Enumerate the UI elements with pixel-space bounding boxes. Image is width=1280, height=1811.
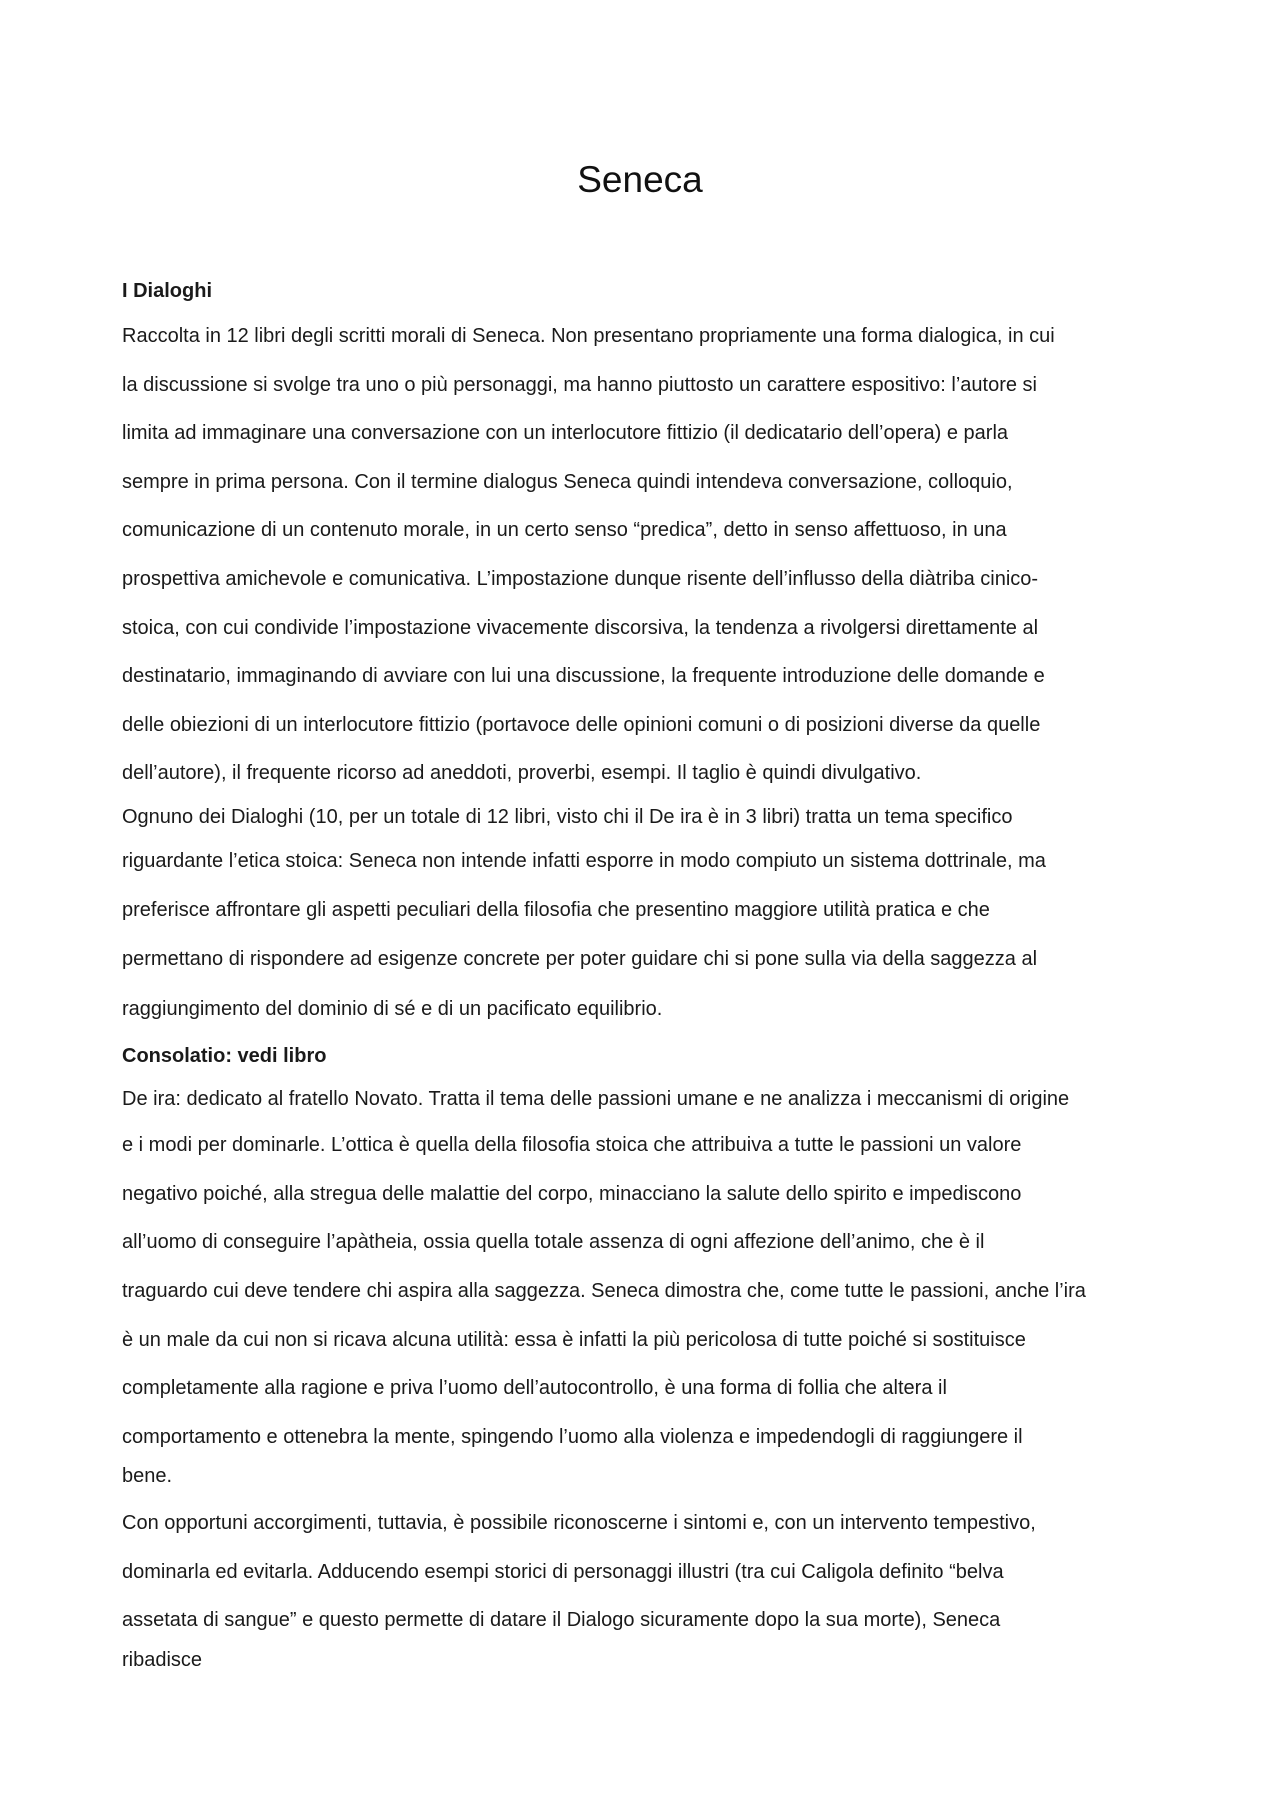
paragraph-dialoghi-intro bbox=[122, 312, 1172, 797]
document-body bbox=[122, 276, 1172, 1675]
text-line: De ira: dedicato al fratello Novato. Tratta il tema delle passioni umane e ne analizza i meccanismi di origine bbox=[122, 1088, 1070, 1111]
text-line: ribadisce bbox=[122, 1649, 203, 1672]
text-line: dominarla ed evitarla. Adducendo esempi storici di personaggi illustri (tra cui Caligola definito “belva bbox=[122, 1560, 1004, 1583]
text-line: completamente alla ragione e priva l’uomo dell’autocontrollo, è una forma di follia che altera il bbox=[122, 1377, 947, 1400]
text-line: permettano di rispondere ad esigenze concrete per poter guidare chi si pone sulla via della saggezza al bbox=[122, 947, 1038, 970]
text-line: comunicazione di un contenuto morale, in un certo senso “predica”, detto in senso affettuoso, in una bbox=[122, 519, 1007, 542]
text-line: Ognuno dei Dialoghi (10, per un totale di 12 libri, visto chi il De ira è in 3 libri) tratta un tema specifico bbox=[122, 806, 1013, 829]
section-heading-dialoghi: I Dialoghi bbox=[122, 280, 212, 302]
paragraph-dialoghi-tema bbox=[122, 797, 1172, 1035]
text-line: Raccolta in 12 libri degli scritti morali di Seneca. Non presentano propriamente una forma dialogica, in cui bbox=[122, 325, 1055, 347]
text-line: destinatario, immaginando di avviare con lui una discussione, la frequente introduzione delle domande e bbox=[122, 665, 1045, 688]
text-line: comportamento e ottenebra la mente, spingendo l’uomo alla violenza e impedendogli di raggiungere il bbox=[122, 1425, 1023, 1448]
text-line: la discussione si svolge tra uno o più personaggi, ma hanno piuttosto un carattere espositivo: l’autore si bbox=[122, 373, 1037, 396]
text-line: stoica, con cui condivide l’impostazione vivacemente discorsiva, la tendenza a rivolgersi direttamente al bbox=[122, 616, 1039, 639]
text-line: dell’autore), il frequente ricorso ad aneddoti, proverbi, esempi. Il taglio è quindi divulgativo. bbox=[122, 762, 922, 785]
text-line: raggiungimento del dominio di sé e di un pacificato equilibrio. bbox=[122, 998, 663, 1021]
text-line: delle obiezioni di un interlocutore fittizio (portavoce delle opinioni comuni o di posizioni diverse da quelle bbox=[122, 713, 1041, 736]
text-line: Con opportuni accorgimenti, tuttavia, è possibile riconoscerne i sintomi e, con un intervento tempestivo, bbox=[122, 1512, 1036, 1535]
text-line: bene. bbox=[122, 1465, 173, 1488]
text-line: negativo poiché, alla stregua delle malattie del corpo, minacciano la salute dello spirito e impediscono bbox=[122, 1182, 1022, 1205]
text-line: e i modi per dominarle. L’ottica è quella della filosofia stoica che attribuiva a tutte le passioni un valore bbox=[122, 1134, 1022, 1157]
text-line: limita ad immaginare una conversazione con un interlocutore fittizio (il dedicatario dell’opera) e parla bbox=[122, 422, 1009, 445]
text-line: è un male da cui non si ricava alcuna utilità: essa è infatti la più pericolosa di tutte poiché si sostituisce bbox=[122, 1328, 1026, 1351]
paragraph-de-ira-continuation bbox=[122, 1499, 1172, 1675]
text-line: prospettiva amichevole e comunicativa. L’impostazione dunque risente dell’influsso della diàtriba cinico- bbox=[122, 567, 1039, 590]
paragraph-de-ira bbox=[122, 1077, 1172, 1491]
text-line: traguardo cui deve tendere chi aspira alla saggezza. Seneca dimostra che, come tutte le passioni, anche l’ira bbox=[122, 1279, 1086, 1302]
text-line: assetata di sangue” e questo permette di datare il Dialogo sicuramente dopo la sua morte), Seneca bbox=[122, 1609, 1001, 1632]
page-title: Seneca bbox=[577, 159, 703, 200]
text-line: preferisce affrontare gli aspetti peculiari della filosofia che presentino maggiore utilità pratica e che bbox=[122, 898, 990, 921]
text-line: riguardante l’etica stoica: Seneca non intende infatti esporre in modo compiuto un sistema dottrinale, ma bbox=[122, 850, 1046, 873]
text-line: sempre in prima persona. Con il termine dialogus Seneca quindi intendeva conversazione, colloquio, bbox=[122, 470, 1013, 493]
section-heading-consolatio: Consolatio: vedi libro bbox=[122, 1045, 327, 1068]
text-line: all’uomo di conseguire l’apàtheia, ossia quella totale assenza di ogni affezione dell’animo, che è il bbox=[122, 1231, 985, 1254]
